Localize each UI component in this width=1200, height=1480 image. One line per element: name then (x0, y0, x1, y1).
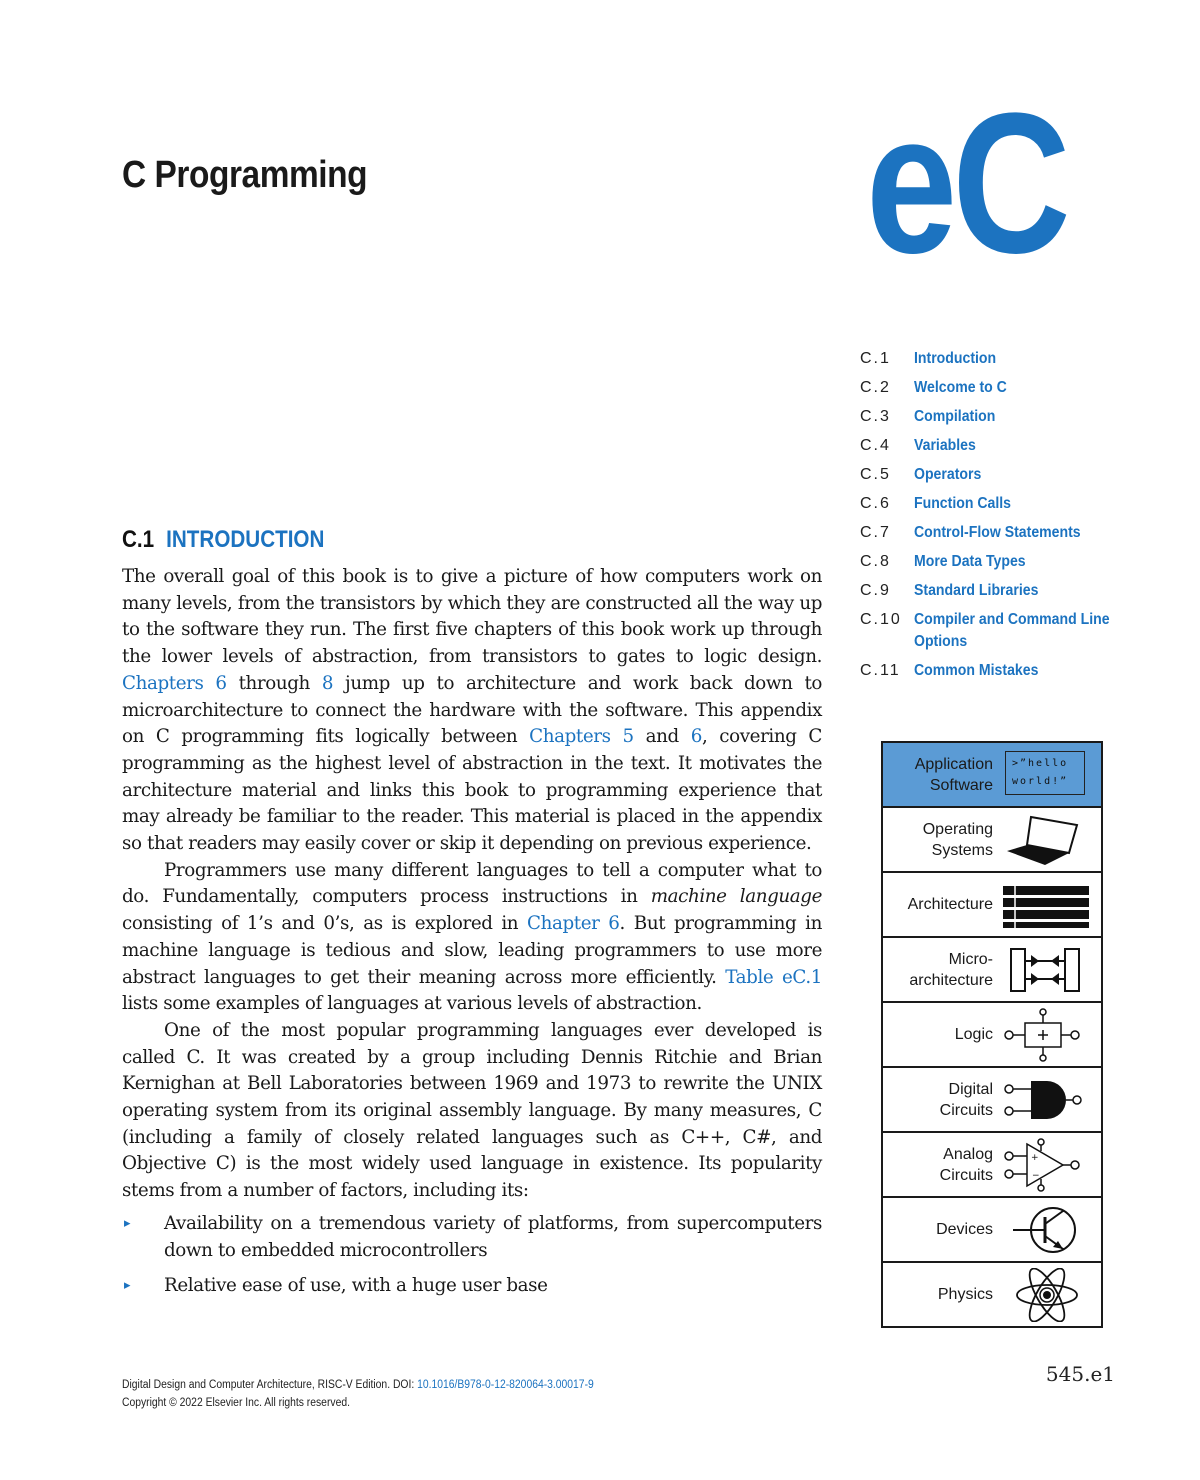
toc-number: C.7 (860, 524, 891, 541)
toc-number: C.6 (860, 495, 891, 512)
text-run: lists some examples of languages at various levels of abstraction. (122, 993, 702, 1015)
citation-text: Digital Design and Computer Architecture, RISC-V Edition. DOI: (122, 1379, 418, 1391)
triangle-bullet-icon: ▸ (124, 1215, 131, 1231)
hello-world-terminal-icon (1005, 751, 1085, 795)
text-run: consisting of 1’s and 0’s, as is explored in (122, 913, 528, 935)
label-line2: architecture (909, 971, 993, 989)
layer-logic (883, 1003, 1101, 1068)
chapter-number: eC (866, 72, 1066, 295)
list-item (122, 1273, 822, 1300)
and-gate-icon (1001, 1073, 1093, 1127)
label-line1: Architecture (907, 896, 993, 913)
layer-label (923, 808, 993, 871)
triangle-bullet-icon: ▸ (124, 1278, 131, 1294)
toc-link[interactable]: Welcome to C (914, 379, 1007, 396)
text-run: and (633, 726, 691, 748)
label-line1: Analog (943, 1145, 993, 1163)
toc-item[interactable] (860, 493, 1150, 515)
toc-number: C.4 (860, 437, 891, 454)
footer-citation (122, 1376, 594, 1412)
layer-operating-systems (883, 808, 1101, 873)
text-run: Programmers use many different languages to tell a computer what to do. Fundamentally, computers process instructions in (122, 859, 822, 908)
layer-digital-circuits (883, 1068, 1101, 1133)
toc-link-line2: Options (914, 633, 968, 650)
section-title: INTRODUCTION (166, 526, 325, 553)
label-line1: Logic (954, 1026, 993, 1043)
text-run: , covering C programming as the highest level of abstraction in the text. It motivates the architecture material and links this book to programming experience that may already be familiar to the reader. This material is placed in the appendix so that readers may easily cover or skip it depending on previous experience. (122, 726, 823, 855)
page-number: 545.e1 (1045, 1362, 1115, 1386)
toc-link[interactable]: Function Calls (914, 495, 1012, 512)
toc-number: C.11 (860, 662, 901, 679)
chapter-link[interactable]: Chapter 6 (527, 913, 620, 935)
toc-link[interactable] (914, 609, 1110, 653)
toc-item[interactable] (860, 580, 1150, 602)
toc-number: C.1 (860, 350, 891, 367)
doi-link[interactable]: 10.1016/B978-0-12-820064-3.00017-9 (417, 1379, 594, 1391)
toc-link[interactable]: Compilation (914, 408, 996, 425)
layer-label (908, 873, 993, 936)
datapath-icon (1001, 943, 1093, 997)
toc-item[interactable] (860, 551, 1150, 573)
chapter-contents (860, 348, 1150, 689)
abstraction-levels-figure (881, 741, 1103, 1328)
adder-icon (1001, 1008, 1093, 1062)
toc-link-line1: Compiler and Command Line (914, 611, 1110, 628)
layer-physics (883, 1263, 1101, 1326)
toc-link[interactable]: Standard Libraries (914, 582, 1039, 599)
layer-devices (883, 1198, 1101, 1263)
label-line1: Operating (922, 820, 993, 838)
layer-label (940, 1133, 993, 1196)
hello-line1: >”hello (1012, 758, 1069, 769)
layer-label (936, 1198, 993, 1261)
body-text (122, 564, 822, 1309)
toc-item[interactable] (860, 522, 1150, 544)
op-amp-icon (1001, 1138, 1093, 1192)
paragraph-2 (122, 858, 822, 1018)
toc-number: C.8 (860, 553, 891, 570)
toc-item[interactable] (860, 377, 1150, 399)
toc-item[interactable] (860, 435, 1150, 457)
transistor-icon (1001, 1203, 1093, 1257)
paragraph-1 (122, 564, 822, 858)
label-line1: Application (914, 755, 993, 773)
layer-label (955, 1003, 993, 1066)
toc-item[interactable] (860, 464, 1150, 486)
chapter-link[interactable]: 8 (321, 672, 334, 694)
toc-link[interactable]: More Data Types (914, 553, 1026, 570)
layer-label (909, 938, 993, 1001)
toc-link[interactable]: Common Mistakes (914, 662, 1039, 679)
copyright-text: Copyright © 2022 Elsevier Inc. All rights reserved. (122, 1397, 350, 1409)
label-line2: Circuits (939, 1101, 993, 1119)
label-line1: Physics (937, 1286, 993, 1303)
chapter-link[interactable]: Chapters 6 (122, 672, 227, 694)
table-link[interactable]: Table eC.1 (725, 966, 822, 988)
section-number: C.1 (122, 526, 155, 553)
text-run: through (226, 672, 322, 694)
toc-item[interactable] (860, 348, 1150, 370)
layer-application-software (883, 743, 1101, 808)
text-run: The overall goal of this book is to give a picture of how computers work on many levels, from the transistors by which they are constructed all the way up to the software they run. The first five chapters of this book work up through the lower levels of abstraction, from transistors to gates to logic design. (122, 566, 822, 668)
label-line1: Devices (936, 1221, 993, 1238)
text-run: . But programming in machine language is tedious and slow, leading programmers to use more abstract languages to get their meaning across more efficiently. (122, 913, 822, 988)
toc-link[interactable]: Variables (914, 437, 976, 454)
bullet-list (122, 1211, 822, 1300)
layer-label (915, 743, 993, 806)
text-run: jump up to architecture and work back down to microarchitecture to connect the hardware with the software. This appendix on C programming fits logically between (122, 672, 823, 748)
toc-number: C.9 (860, 582, 891, 599)
paragraph-3: One of the most popular programming languages ever developed is called C. It was created by a group including Dennis Ritchie and Brian Kernighan at Bell Laboratories between 1969 and 1973 to rewrite the UNIX operating system from its original assembly language. By many measures, C (including a family of closely related languages such as C++, C#, and Objective C) is the most widely used language in existence. Its popularity stems from a number of factors, including its: (122, 1019, 822, 1202)
toc-link[interactable]: Control-Flow Statements (914, 524, 1081, 541)
toc-number: C.2 (860, 379, 891, 396)
svg-text:−: − (1032, 1171, 1040, 1181)
layer-architecture (883, 873, 1101, 938)
layer-label (938, 1263, 993, 1326)
label-line1: Digital (948, 1080, 993, 1098)
list-item (122, 1211, 822, 1264)
chapter-link[interactable]: 6 (690, 726, 702, 748)
layer-microarchitecture (883, 938, 1101, 1003)
toc-number: C.5 (860, 466, 891, 483)
list-item-text: Relative ease of use, with a huge user base (164, 1275, 548, 1297)
toc-item[interactable] (860, 660, 1150, 682)
svg-text:+: + (1031, 1153, 1039, 1163)
register-bars-icon (1001, 878, 1093, 932)
toc-number: C.3 (860, 408, 891, 425)
layer-analog-circuits (883, 1133, 1101, 1198)
toc-link[interactable]: Introduction (914, 350, 997, 367)
emphasis: machine language (650, 886, 823, 908)
laptop-icon (1001, 813, 1093, 867)
label-line2: Software (929, 776, 993, 794)
chapter-link[interactable]: Chapters 5 (529, 726, 634, 748)
toc-item[interactable] (860, 406, 1150, 428)
hello-line2: world!” (1012, 776, 1069, 787)
section-heading (122, 526, 324, 554)
toc-link[interactable]: Operators (914, 466, 982, 483)
toc-item[interactable] (860, 609, 1150, 653)
atom-icon (1001, 1268, 1093, 1322)
list-item-text: Availability on a tremendous variety of platforms, from supercomputers down to embedded microcontrollers (164, 1212, 822, 1261)
layer-label (940, 1068, 993, 1131)
label-line2: Circuits (939, 1166, 993, 1184)
label-line1: Micro- (948, 950, 993, 968)
label-line2: Systems (931, 841, 993, 859)
chapter-title: C Programming (122, 154, 368, 196)
toc-number: C.10 (860, 611, 902, 628)
